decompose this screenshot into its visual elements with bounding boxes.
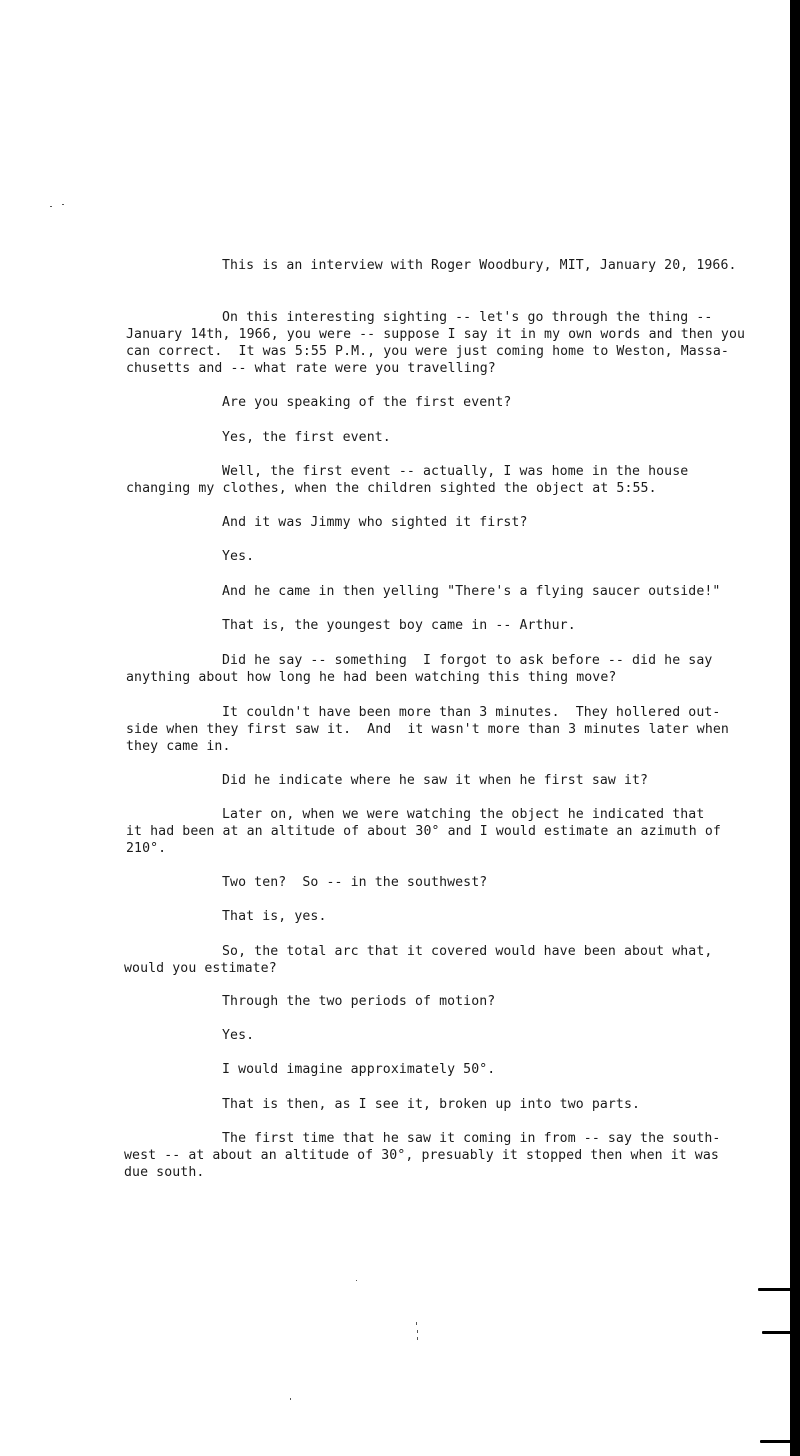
paragraph-17: Yes. — [222, 1028, 255, 1043]
paragraph-10-first: It couldn't have been more than 3 minutes. They hollered out- — [222, 705, 721, 720]
scan-edge-mark — [758, 1288, 792, 1291]
paragraph-8: That is, the youngest boy came in -- Arthur. — [222, 618, 576, 633]
paragraph-5: And it was Jimmy who sighted it first? — [222, 515, 528, 530]
paragraph-7: And he came in then yelling "There's a flying saucer outside!" — [222, 584, 721, 599]
paragraph-20-line-3: due south. — [124, 1165, 205, 1180]
paragraph-12-line-3: 210°. — [126, 841, 167, 856]
paragraph-18: I would imagine approximately 50°. — [222, 1062, 496, 1077]
paragraph-14: That is, yes. — [222, 909, 327, 924]
scan-speck — [290, 1398, 291, 1400]
paragraph-1-line-2: January 14th, 1966, you were -- suppose I say it in my own words and then you — [126, 327, 746, 342]
paragraph-20-line-2: west -- at about an altitude of 30°, presuably it stopped then when it was — [124, 1148, 719, 1163]
scan-speck — [356, 1280, 357, 1281]
paragraph-6: Yes. — [222, 549, 255, 564]
paragraph-16: Through the two periods of motion? — [222, 994, 496, 1009]
scan-speck — [50, 206, 52, 207]
paragraph-1-first: On this interesting sighting -- let's go through the thing -- — [222, 310, 713, 325]
paragraph-15-line-2: would you estimate? — [124, 961, 277, 976]
paragraph-12-first: Later on, when we were watching the object he indicated that — [222, 807, 705, 822]
scan-speck — [417, 1337, 418, 1340]
paragraph-1-line-3: can correct. It was 5:55 P.M., you were just coming home to Weston, Massa- — [126, 344, 729, 359]
paragraph-12-line-2: it had been at an altitude of about 30° and I would estimate an azimuth of — [126, 824, 721, 839]
paragraph-9-first: Did he say -- something I forgot to ask before -- did he say — [222, 653, 713, 668]
paragraph-3: Yes, the first event. — [222, 430, 391, 445]
paragraph-4-first: Well, the first event -- actually, I was home in the house — [222, 464, 689, 479]
paragraph-10-line-2: side when they first saw it. And it wasn't more than 3 minutes later when — [126, 722, 729, 737]
paragraph-4-line-2: changing my clothes, when the children sighted the object at 5:55. — [126, 481, 657, 496]
scan-edge-mark — [762, 1331, 792, 1334]
paragraph-15-first: So, the total arc that it covered would have been about what, — [222, 944, 713, 959]
paragraph-9-line-2: anything about how long he had been watching this thing move? — [126, 670, 617, 685]
scan-edge-mark — [760, 1440, 792, 1443]
interview-title: This is an interview with Roger Woodbury, MIT, January 20, 1966. — [222, 258, 737, 273]
paragraph-20-first: The first time that he saw it coming in from -- say the south- — [222, 1131, 721, 1146]
paragraph-19: That is then, as I see it, broken up into two parts. — [222, 1097, 641, 1112]
paragraph-11: Did he indicate where he saw it when he first saw it? — [222, 773, 649, 788]
scan-speck — [416, 1322, 417, 1325]
paragraph-13: Two ten? So -- in the southwest? — [222, 875, 488, 890]
scan-right-edge — [790, 0, 800, 1456]
paragraph-10-line-3: they came in. — [126, 739, 231, 754]
paragraph-1-line-4: chusetts and -- what rate were you travelling? — [126, 361, 496, 376]
paragraph-2: Are you speaking of the first event? — [222, 395, 512, 410]
scan-speck — [62, 204, 64, 205]
scan-speck — [417, 1330, 418, 1333]
